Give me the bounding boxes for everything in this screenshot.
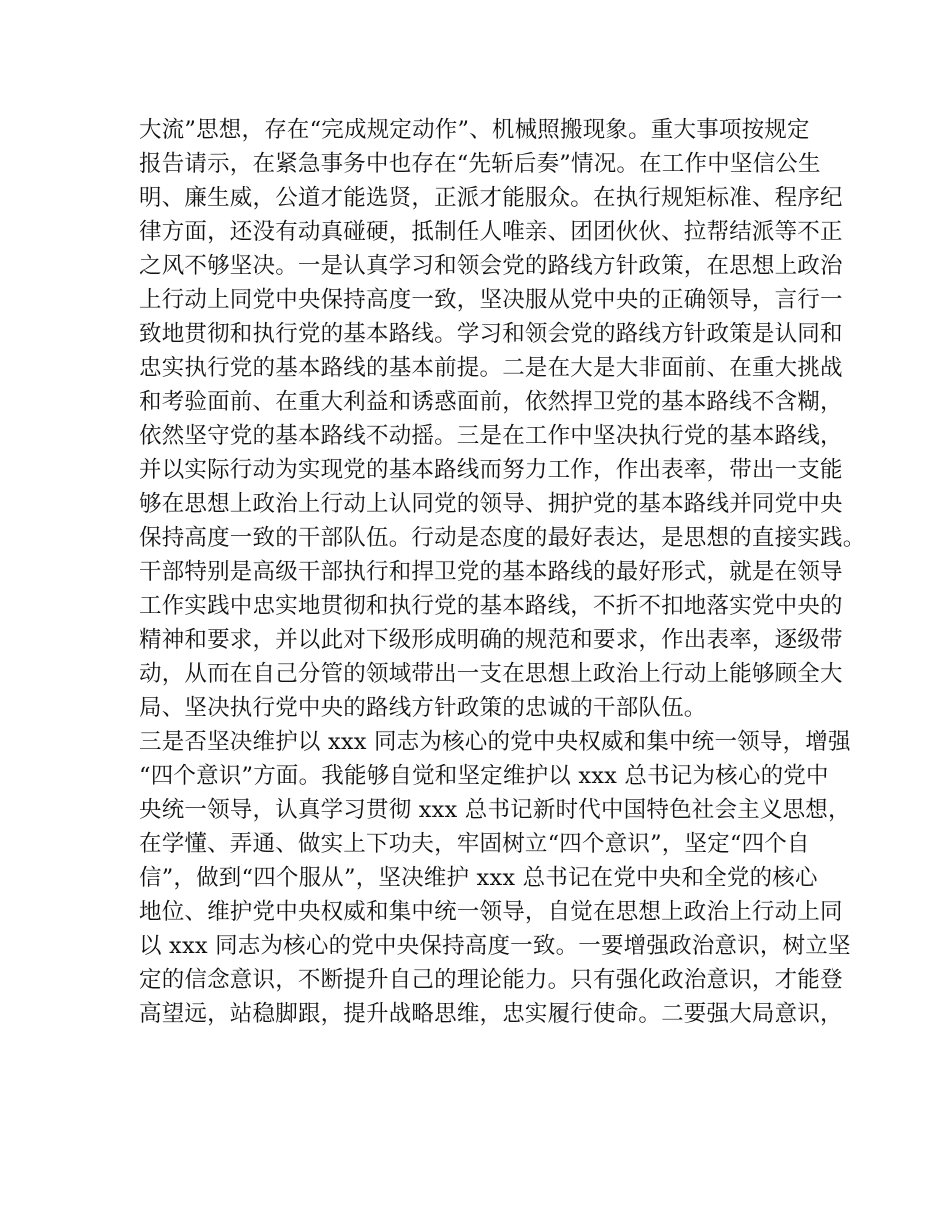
- text-line: 忠实执行党的基本路线的基本前提。二是在大是大非面前、在重大挑战: [139, 355, 843, 381]
- text-line: 三是否坚决维护以 xxx 同志为核心的党中央权威和集中统一领导，增强: [139, 729, 851, 755]
- text-line: “四个意识”方面。我能够自觉和坚定维护以 xxx 总书记为核心的党中: [139, 763, 829, 789]
- text-line: 局、坚决执行党中央的路线方针政策的忠诚的干部队伍。: [139, 695, 707, 721]
- text-line: 明、廉生威，公道才能选贤，正派才能服众。在执行规矩标准、程序纪: [139, 185, 843, 211]
- text-line: 保持高度一致的干部队伍。行动是态度的最好表达，是思想的直接实践。: [139, 525, 866, 551]
- text-line: 干部特别是高级干部执行和捍卫党的基本路线的最好形式，就是在领导: [139, 559, 843, 585]
- text-line: 地位、维护党中央权威和集中统一领导，自觉在思想上政治上行动上同: [139, 899, 843, 925]
- text-line: 工作实践中忠实地贯彻和执行党的基本路线，不折不扣地落实党中央的: [139, 593, 843, 619]
- text-line: 高望远，站稳脚跟，提升战略思维，忠实履行使命。二要强大局意识，: [139, 1001, 843, 1027]
- text-line: 致地贯彻和执行党的基本路线。学习和领会党的路线方针政策是认同和: [139, 321, 843, 347]
- text-line: 以 xxx 同志为核心的党中央保持高度一致。一要增强政治意识，树立坚: [139, 933, 851, 959]
- text-line: 之风不够坚决。一是认真学习和领会党的路线方针政策，在思想上政治: [139, 253, 843, 279]
- text-line: 并以实际行动为实现党的基本路线而努力工作，作出表率，带出一支能: [139, 457, 843, 483]
- text-line: 在学懂、弄通、做实上下功夫，牢固树立“四个意识”，坚定“四个自: [139, 831, 810, 857]
- text-line: 和考验面前、在重大利益和诱惑面前，依然捍卫党的基本路线不含糊，: [139, 389, 843, 415]
- text-line: 信”，做到“四个服从”，坚决维护 xxx 总书记在党中央和全党的核心: [139, 865, 818, 891]
- text-line: 上行动上同党中央保持高度一致，坚决服从党中央的正确领导，言行一: [139, 287, 843, 313]
- text-line: 精神和要求，并以此对下级形成明确的规范和要求，作出表率，逐级带: [139, 627, 843, 653]
- text-line: 动，从而在自己分管的领域带出一支在思想上政治上行动上能够顾全大: [139, 661, 843, 687]
- text-line: 够在思想上政治上行动上认同党的领导、拥护党的基本路线并同党中央: [139, 491, 843, 517]
- text-line: 定的信念意识，不断提升自己的理论能力。只有强化政治意识，才能登: [139, 967, 843, 993]
- text-line: 大流”思想，存在“完成规定动作”、机械照搬现象。重大事项按规定: [139, 117, 810, 143]
- text-line: 报告请示，在紧急事务中也存在“先斩后奏”情况。在工作中坚信公生: [139, 151, 821, 177]
- text-line: 依然坚守党的基本路线不动摇。三是在工作中坚决执行党的基本路线，: [139, 423, 843, 449]
- text-line: 律方面，还没有动真碰硬，抵制任人唯亲、团团伙伙、拉帮结派等不正: [139, 219, 843, 245]
- text-line: 央统一领导，认真学习贯彻 xxx 总书记新时代中国特色社会主义思想，: [139, 797, 851, 823]
